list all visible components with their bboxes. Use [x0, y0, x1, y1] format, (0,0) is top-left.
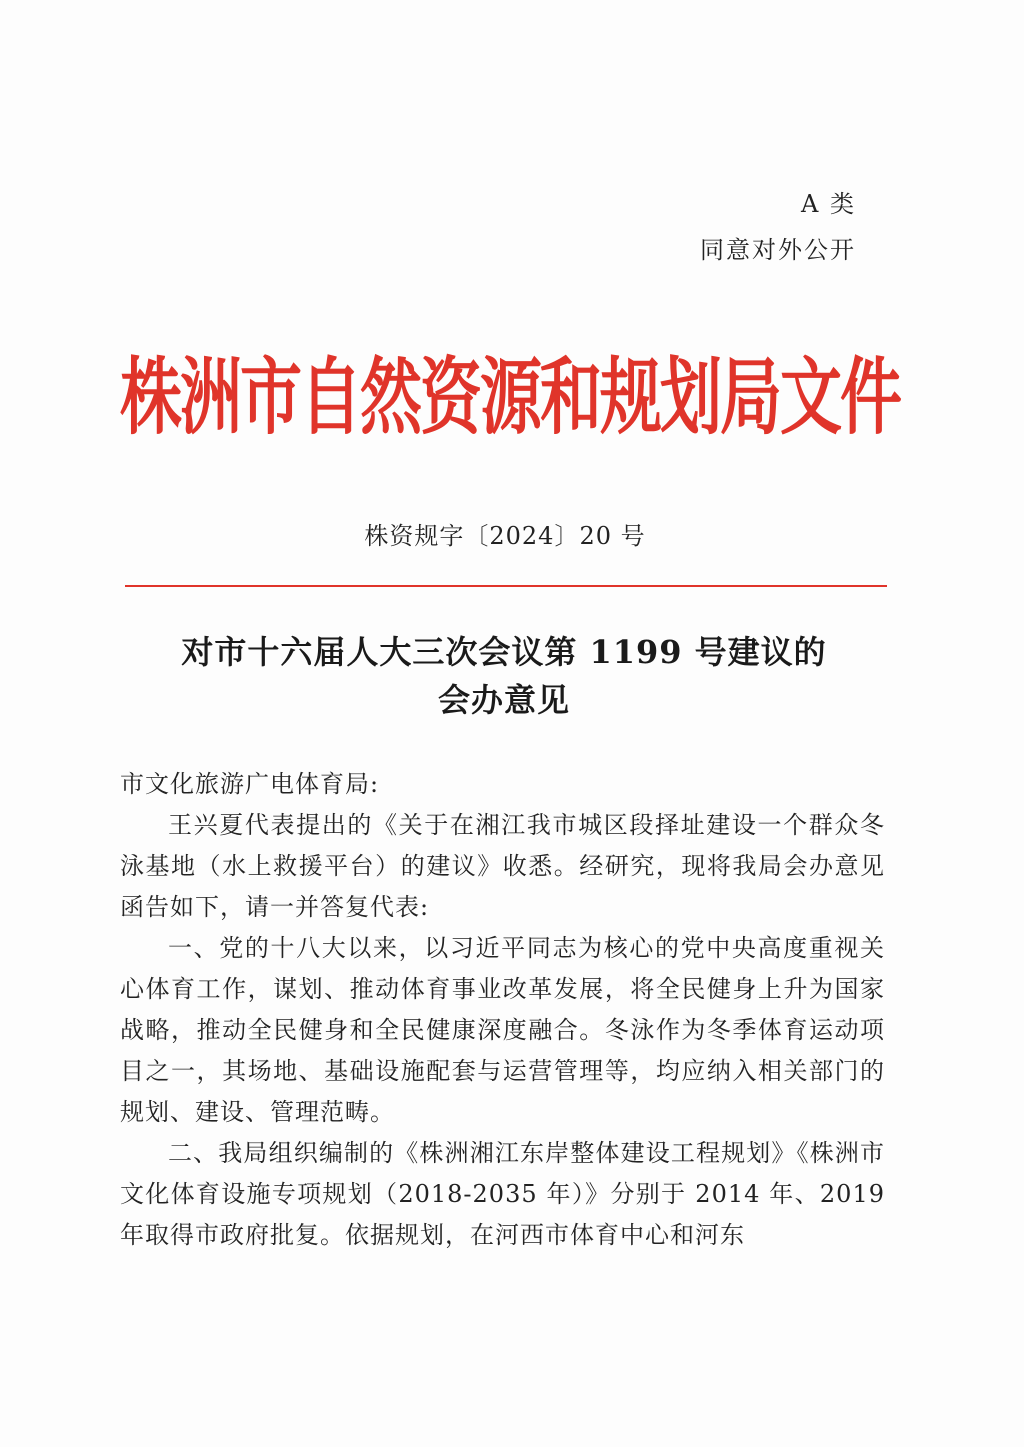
body-paragraph: 二、我局组织编制的《株洲湘江东岸整体建设工程规划》《株洲市文化体育设施专项规划（2018-2035 年）》分别于 2014 年、2019 年取得市政府批复。依据规划，在河西市体育中心和河东	[120, 1139, 885, 1249]
body-paragraph: 王兴夏代表提出的《关于在湘江我市城区段择址建设一个群众冬泳基地（水上救援平台）的建议》收悉。经研究，现将我局会办意见函告如下，请一并答复代表:	[120, 811, 885, 921]
salutation: 市文化旅游广电体育局:	[120, 770, 380, 798]
classification-label: A 类	[801, 190, 856, 218]
title-line-1: 对市十六届人大三次会议第 1199 号建议的	[181, 633, 827, 671]
body-paragraph: 一、党的十八大以来，以习近平同志为核心的党中央高度重视关心体育工作，谋划、推动体育事业改革发展，将全民健身上升为国家战略，推动全民健身和全民健康深度融合。冬泳作为冬季体育运动项目之一，其场地、基础设施配套与运营管理等，均应纳入相关部门的规划、建设、管理范畴。	[120, 934, 885, 1126]
org-red-header: 株洲市自然资源和规划局文件	[120, 347, 901, 447]
red-divider-line	[125, 585, 887, 587]
document-title	[100, 628, 908, 724]
disclosure-label: 同意对外公开	[700, 236, 856, 264]
document-number: 株资规字〔2024〕20 号	[364, 522, 646, 550]
title-line-2: 会办意见	[437, 681, 570, 719]
document-body	[120, 764, 885, 1256]
